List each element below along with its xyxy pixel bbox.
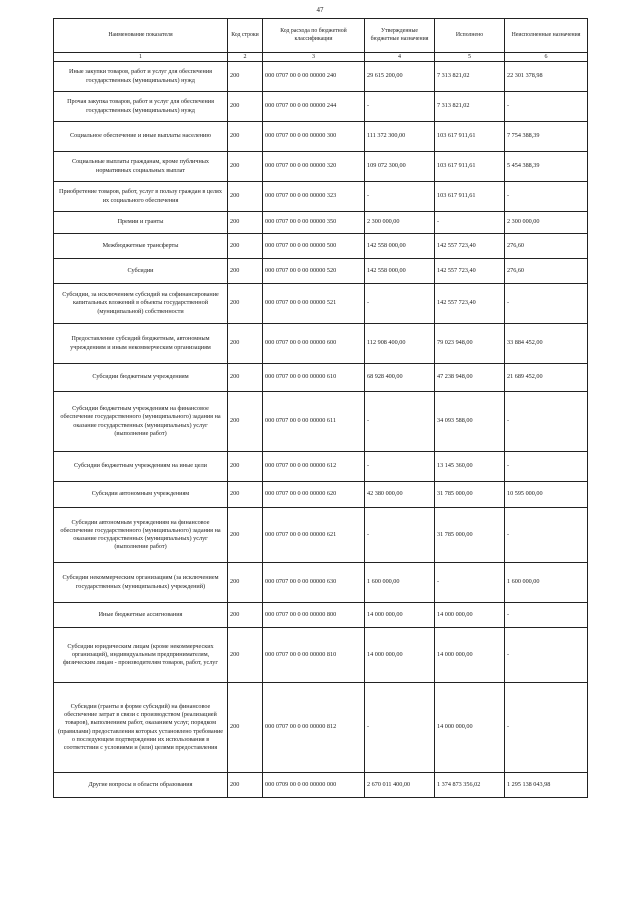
executed-amount-cell: 47 238 948,00 bbox=[435, 364, 505, 392]
column-number: 3 bbox=[263, 53, 365, 62]
table-row bbox=[54, 152, 588, 182]
table-row bbox=[54, 563, 588, 603]
executed-amount-cell: 13 145 360,00 bbox=[435, 452, 505, 482]
executed-amount-cell: 1 374 873 356,02 bbox=[435, 773, 505, 798]
table-row bbox=[54, 259, 588, 284]
approved-amount-cell: 112 908 400,00 bbox=[365, 324, 435, 364]
executed-amount-cell: 103 617 911,61 bbox=[435, 182, 505, 212]
indicator-name-cell: Субсидии бюджетным учреждениям bbox=[54, 364, 228, 392]
executed-amount-cell: 7 313 821,02 bbox=[435, 62, 505, 92]
line-code-cell: 200 bbox=[228, 324, 263, 364]
table-row bbox=[54, 62, 588, 92]
line-code-cell: 200 bbox=[228, 62, 263, 92]
table-row bbox=[54, 284, 588, 324]
table-row bbox=[54, 122, 588, 152]
column-number: 5 bbox=[435, 53, 505, 62]
table-row bbox=[54, 628, 588, 683]
approved-amount-cell: - bbox=[365, 284, 435, 324]
indicator-name-cell: Иные закупки товаров, работ и услуг для обеспечения государственных (муниципальных) нужд bbox=[54, 62, 228, 92]
table-row bbox=[54, 452, 588, 482]
classification-code-cell: 000 0707 00 0 00 00000 240 bbox=[263, 62, 365, 92]
remaining-amount-cell: 1 600 000,00 bbox=[505, 563, 588, 603]
table-row bbox=[54, 603, 588, 628]
classification-code-cell: 000 0707 00 0 00 00000 610 bbox=[263, 364, 365, 392]
line-code-cell: 200 bbox=[228, 234, 263, 259]
remaining-amount-cell: - bbox=[505, 284, 588, 324]
line-code-cell: 200 bbox=[228, 628, 263, 683]
classification-code-cell: 000 0707 00 0 00 00000 800 bbox=[263, 603, 365, 628]
approved-amount-cell: - bbox=[365, 182, 435, 212]
line-code-cell: 200 bbox=[228, 603, 263, 628]
line-code-cell: 200 bbox=[228, 508, 263, 563]
indicator-name-cell: Приобретение товаров, работ, услуг в пользу граждан в целях их социального обеспечения bbox=[54, 182, 228, 212]
executed-amount-cell: 103 617 911,61 bbox=[435, 152, 505, 182]
approved-amount-cell: 1 600 000,00 bbox=[365, 563, 435, 603]
remaining-amount-cell: 33 884 452,00 bbox=[505, 324, 588, 364]
table-row bbox=[54, 324, 588, 364]
indicator-name-cell: Межбюджетные трансферты bbox=[54, 234, 228, 259]
classification-code-cell: 000 0707 00 0 00 00000 244 bbox=[263, 92, 365, 122]
column-number: 6 bbox=[505, 53, 588, 62]
header-executed: Исполнено bbox=[435, 19, 505, 53]
remaining-amount-cell: 7 754 388,39 bbox=[505, 122, 588, 152]
indicator-name-cell: Иные бюджетные ассигнования bbox=[54, 603, 228, 628]
indicator-name-cell: Субсидии бюджетным учреждениям на финансовое обеспечение государственного (муниципального) задания на оказание государственных (муниципальных) услуг (выполнение работ) bbox=[54, 392, 228, 452]
executed-amount-cell: 79 023 948,00 bbox=[435, 324, 505, 364]
indicator-name-cell: Премии и гранты bbox=[54, 212, 228, 234]
page-number: 47 bbox=[316, 6, 324, 14]
line-code-cell: 200 bbox=[228, 364, 263, 392]
approved-amount-cell: - bbox=[365, 683, 435, 773]
approved-amount-cell: - bbox=[365, 392, 435, 452]
table-row bbox=[54, 482, 588, 508]
column-number: 4 bbox=[365, 53, 435, 62]
classification-code-cell: 000 0707 00 0 00 00000 520 bbox=[263, 259, 365, 284]
remaining-amount-cell: 1 295 138 043,98 bbox=[505, 773, 588, 798]
line-code-cell: 200 bbox=[228, 284, 263, 324]
line-code-cell: 200 bbox=[228, 773, 263, 798]
remaining-amount-cell: - bbox=[505, 628, 588, 683]
classification-code-cell: 000 0707 00 0 00 00000 810 bbox=[263, 628, 365, 683]
table-row bbox=[54, 182, 588, 212]
executed-amount-cell: 14 000 000,00 bbox=[435, 628, 505, 683]
budget-execution-table bbox=[53, 18, 588, 798]
table-row bbox=[54, 392, 588, 452]
executed-amount-cell: 14 000 000,00 bbox=[435, 683, 505, 773]
line-code-cell: 200 bbox=[228, 92, 263, 122]
header-line-code: Код строки bbox=[228, 19, 263, 53]
executed-amount-cell: 103 617 911,61 bbox=[435, 122, 505, 152]
classification-code-cell: 000 0707 00 0 00 00000 300 bbox=[263, 122, 365, 152]
approved-amount-cell: 142 558 000,00 bbox=[365, 234, 435, 259]
indicator-name-cell: Субсидии, за исключением субсидий на софинансирование капитальных вложений в объекты государственной (муниципальной) собственности bbox=[54, 284, 228, 324]
approved-amount-cell: 2 300 000,00 bbox=[365, 212, 435, 234]
approved-amount-cell: 29 615 200,00 bbox=[365, 62, 435, 92]
line-code-cell: 200 bbox=[228, 563, 263, 603]
remaining-amount-cell: - bbox=[505, 392, 588, 452]
classification-code-cell: 000 0707 00 0 00 00000 600 bbox=[263, 324, 365, 364]
line-code-cell: 200 bbox=[228, 482, 263, 508]
line-code-cell: 200 bbox=[228, 212, 263, 234]
classification-code-cell: 000 0707 00 0 00 00000 612 bbox=[263, 452, 365, 482]
remaining-amount-cell: 276,60 bbox=[505, 259, 588, 284]
remaining-amount-cell: - bbox=[505, 508, 588, 563]
approved-amount-cell: 14 000 000,00 bbox=[365, 603, 435, 628]
header-indicator-name: Наименование показателя bbox=[54, 19, 228, 53]
remaining-amount-cell: 5 454 388,39 bbox=[505, 152, 588, 182]
classification-code-cell: 000 0707 00 0 00 00000 521 bbox=[263, 284, 365, 324]
column-number: 2 bbox=[228, 53, 263, 62]
remaining-amount-cell: - bbox=[505, 182, 588, 212]
indicator-name-cell: Субсидии юридическим лицам (кроме некоммерческих организаций), индивидуальным предпринимателям, физическим лицам - производителям товаров, работ, услуг bbox=[54, 628, 228, 683]
approved-amount-cell: - bbox=[365, 92, 435, 122]
executed-amount-cell: - bbox=[435, 212, 505, 234]
table-row bbox=[54, 212, 588, 234]
executed-amount-cell: 142 557 723,40 bbox=[435, 259, 505, 284]
indicator-name-cell: Субсидии автономным учреждениям на финансовое обеспечение государственного (муниципального) задания на оказание государственных (муниципальных) услуг (выполнение работ) bbox=[54, 508, 228, 563]
line-code-cell: 200 bbox=[228, 392, 263, 452]
remaining-amount-cell: - bbox=[505, 92, 588, 122]
table-row bbox=[54, 92, 588, 122]
classification-code-cell: 000 0707 00 0 00 00000 323 bbox=[263, 182, 365, 212]
remaining-amount-cell: 276,60 bbox=[505, 234, 588, 259]
classification-code-cell: 000 0709 00 0 00 00000 000 bbox=[263, 773, 365, 798]
header-unexecuted-appropriations: Неисполненные назначения bbox=[505, 19, 588, 53]
classification-code-cell: 000 0707 00 0 00 00000 812 bbox=[263, 683, 365, 773]
table-row bbox=[54, 364, 588, 392]
executed-amount-cell: 34 093 588,00 bbox=[435, 392, 505, 452]
header-approved-appropriations: Утвержденные бюджетные назначения bbox=[365, 19, 435, 53]
executed-amount-cell: 31 785 000,00 bbox=[435, 482, 505, 508]
remaining-amount-cell: 2 300 000,00 bbox=[505, 212, 588, 234]
remaining-amount-cell: - bbox=[505, 603, 588, 628]
indicator-name-cell: Субсидии bbox=[54, 259, 228, 284]
approved-amount-cell: 68 928 400,00 bbox=[365, 364, 435, 392]
remaining-amount-cell: - bbox=[505, 452, 588, 482]
executed-amount-cell: 31 785 000,00 bbox=[435, 508, 505, 563]
column-number-row bbox=[54, 53, 588, 62]
header-budget-classification-code: Код расхода по бюджетной классификации bbox=[263, 19, 365, 53]
line-code-cell: 200 bbox=[228, 259, 263, 284]
line-code-cell: 200 bbox=[228, 122, 263, 152]
approved-amount-cell: 111 372 300,00 bbox=[365, 122, 435, 152]
executed-amount-cell: 7 313 821,02 bbox=[435, 92, 505, 122]
indicator-name-cell: Субсидии бюджетным учреждениям на иные цели bbox=[54, 452, 228, 482]
approved-amount-cell: - bbox=[365, 452, 435, 482]
indicator-name-cell: Субсидии некоммерческим организациям (за исключением государственных (муниципальных) учреждений) bbox=[54, 563, 228, 603]
classification-code-cell: 000 0707 00 0 00 00000 611 bbox=[263, 392, 365, 452]
classification-code-cell: 000 0707 00 0 00 00000 620 bbox=[263, 482, 365, 508]
table-row bbox=[54, 773, 588, 798]
classification-code-cell: 000 0707 00 0 00 00000 320 bbox=[263, 152, 365, 182]
approved-amount-cell: 2 670 011 400,00 bbox=[365, 773, 435, 798]
line-code-cell: 200 bbox=[228, 683, 263, 773]
indicator-name-cell: Прочая закупка товаров, работ и услуг для обеспечения государственных (муниципальных) нужд bbox=[54, 92, 228, 122]
remaining-amount-cell: 10 595 000,00 bbox=[505, 482, 588, 508]
indicator-name-cell: Другие вопросы в области образования bbox=[54, 773, 228, 798]
indicator-name-cell: Социальные выплаты гражданам, кроме публичных нормативных социальных выплат bbox=[54, 152, 228, 182]
line-code-cell: 200 bbox=[228, 182, 263, 212]
column-number: 1 bbox=[54, 53, 228, 62]
remaining-amount-cell: 22 301 378,98 bbox=[505, 62, 588, 92]
indicator-name-cell: Социальное обеспечение и иные выплаты населению bbox=[54, 122, 228, 152]
indicator-name-cell: Субсидии автономным учреждениям bbox=[54, 482, 228, 508]
approved-amount-cell: 14 000 000,00 bbox=[365, 628, 435, 683]
classification-code-cell: 000 0707 00 0 00 00000 630 bbox=[263, 563, 365, 603]
executed-amount-cell: 142 557 723,40 bbox=[435, 284, 505, 324]
classification-code-cell: 000 0707 00 0 00 00000 500 bbox=[263, 234, 365, 259]
approved-amount-cell: - bbox=[365, 508, 435, 563]
table-header-row bbox=[54, 19, 588, 53]
table-row bbox=[54, 234, 588, 259]
executed-amount-cell: 142 557 723,40 bbox=[435, 234, 505, 259]
executed-amount-cell: - bbox=[435, 563, 505, 603]
classification-code-cell: 000 0707 00 0 00 00000 621 bbox=[263, 508, 365, 563]
remaining-amount-cell: 21 689 452,00 bbox=[505, 364, 588, 392]
approved-amount-cell: 109 072 300,00 bbox=[365, 152, 435, 182]
table-row bbox=[54, 683, 588, 773]
remaining-amount-cell: - bbox=[505, 683, 588, 773]
classification-code-cell: 000 0707 00 0 00 00000 350 bbox=[263, 212, 365, 234]
approved-amount-cell: 42 380 000,00 bbox=[365, 482, 435, 508]
line-code-cell: 200 bbox=[228, 452, 263, 482]
approved-amount-cell: 142 558 000,00 bbox=[365, 259, 435, 284]
table-row bbox=[54, 508, 588, 563]
executed-amount-cell: 14 000 000,00 bbox=[435, 603, 505, 628]
line-code-cell: 200 bbox=[228, 152, 263, 182]
indicator-name-cell: Субсидии (гранты в форме субсидий) на финансовое обеспечение затрат в связи с производством (реализацией товаров), выполнением работ, оказанием услуг, порядком (правилами) предоставления которых установлено требование о последующем подтверждении их использования в соответствии с условиями и (или) целями предоставления bbox=[54, 683, 228, 773]
indicator-name-cell: Предоставление субсидий бюджетным, автономным учреждениям и иным некоммерческим организациям bbox=[54, 324, 228, 364]
